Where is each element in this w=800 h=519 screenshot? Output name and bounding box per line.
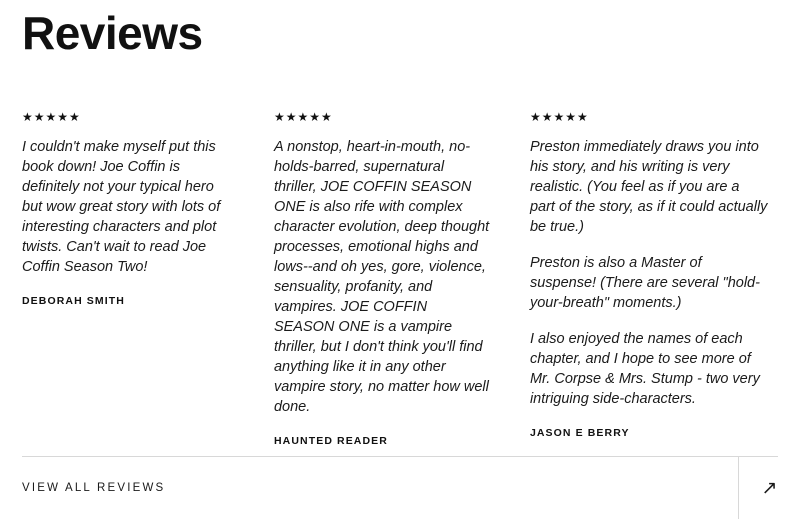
reviews-section <box>0 8 800 519</box>
reviews-footer <box>22 456 778 519</box>
review-paragraph: Preston immediately draws you into his story, and his writing is very realistic. (You feel as if you are a part of the story, as if it could actually be true.) <box>529 138 768 235</box>
view-all-reviews-arrow-button[interactable] <box>738 457 800 519</box>
review-card <box>526 111 778 447</box>
review-paragraph: I also enjoyed the names of each chapter, and I hope to see more of Mr. Corpse & Mrs. Stump - two very intriguing side-characters. <box>529 330 760 407</box>
rating-stars: ★★★★★ <box>22 109 81 124</box>
review-text <box>274 137 490 417</box>
reviews-grid <box>0 111 800 447</box>
arrow-up-right-icon: ↗ <box>761 477 778 499</box>
review-card <box>22 111 274 447</box>
reviewer-name: JASON E BERRY <box>529 426 630 439</box>
reviewer-name: HAUNTED READER <box>273 434 388 447</box>
view-all-reviews-link[interactable]: VIEW ALL REVIEWS <box>22 482 166 494</box>
review-paragraph: I couldn't make myself put this book down! Joe Coffin is definitely not your typical hero but wow great story with lots of interesting characters and plot twists. Can't wait to read Joe Coffin Season Two! <box>22 138 221 275</box>
review-paragraph: Preston is also a Master of suspense! (There are several "hold-your-breath" moments.) <box>529 254 760 311</box>
page-title: Reviews <box>22 7 203 59</box>
review-text <box>22 137 238 277</box>
rating-stars: ★★★★★ <box>529 109 589 124</box>
review-text <box>530 137 768 409</box>
rating-stars: ★★★★★ <box>273 109 333 124</box>
review-paragraph: A nonstop, heart-in-mouth, no-holds-barred, supernatural thriller, JOE COFFIN SEASON ONE is also rife with complex character evolution, deep thought processes, emotional highs and lows--and oh yes, gore, violence, sensuality, profanity, and vampires. JOE COFFIN SEASON ONE is a vampire thriller, but I don't think you'll find anything like it in any other vampire story, no matter how well done. <box>273 138 490 415</box>
review-card <box>274 111 526 447</box>
reviewer-name: DEBORAH SMITH <box>22 294 125 307</box>
